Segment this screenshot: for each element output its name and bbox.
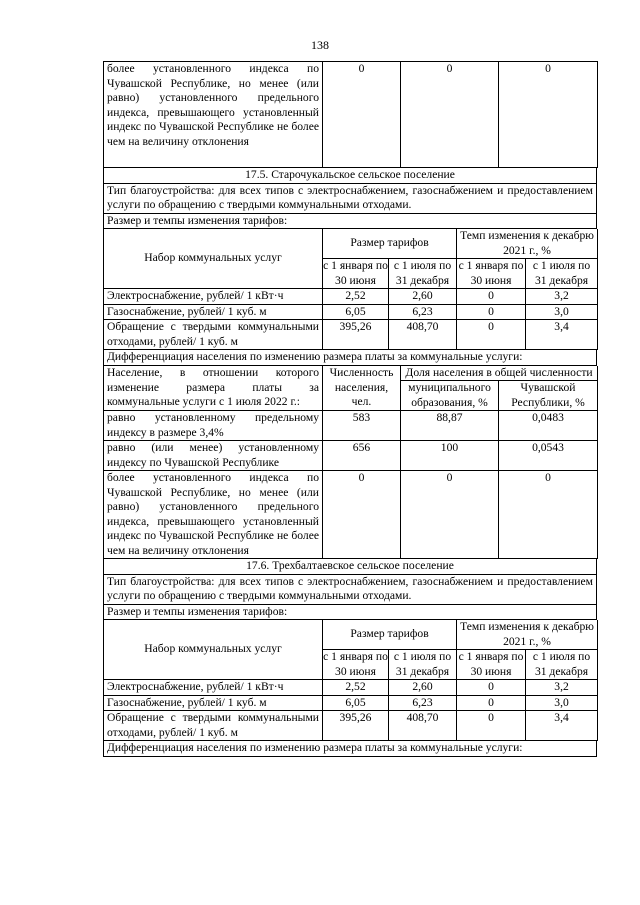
table-cell: 0 [457, 711, 526, 741]
table-cell: 3,2 [526, 680, 598, 696]
table-header: Население, в отношении которого изменение размера платы за коммунальные услуги с 1 июля 2022 г.: [104, 366, 323, 411]
table-header: Темп изменения к декабрю 2021 г., % [457, 620, 598, 650]
differentiation-intro: Дифференциация населения по изменению размера платы за коммунальные услуги: [103, 350, 597, 366]
table-header: муниципального образования, % [401, 381, 499, 411]
table-header: Размер тарифов [323, 620, 457, 650]
table-cell: 656 [323, 441, 401, 471]
tariff-table [103, 229, 598, 350]
table-cell: 88,87 [401, 411, 499, 441]
table-header-row [104, 229, 598, 259]
table-cell: 0 [499, 471, 598, 559]
table-cell: равно установленному предельному индексу в размере 3,4% [104, 411, 323, 441]
table-header: с 1 января по 30 июня [323, 650, 388, 678]
table-cell: 3,4 [526, 711, 598, 741]
table-header: Численность населения, чел. [323, 366, 401, 411]
table-cell: 6,05 [323, 304, 389, 320]
table-cell: 0 [457, 320, 526, 350]
table-row [104, 62, 598, 168]
table-row [104, 411, 598, 441]
table-row [104, 289, 598, 305]
table-cell: 2,52 [323, 680, 389, 696]
table-row [104, 441, 598, 471]
table-cell: 0 [401, 62, 499, 168]
table-cell: 0 [457, 304, 526, 320]
table-header: Набор коммунальных услуг [104, 620, 323, 680]
table-header: с 1 января по 30 июня [457, 259, 526, 289]
table-cell: Газоснабжение, рублей/ 1 куб. м [104, 304, 323, 320]
table-cell: 3,4 [526, 320, 598, 350]
table-row [104, 695, 598, 711]
table-cell: Обращение с твердыми коммунальными отходами, рублей/ 1 куб. м [104, 320, 323, 350]
table-cell: 2,60 [389, 289, 457, 305]
tariff-intro: Размер и темпы изменения тарифов: [103, 605, 597, 621]
table-cell: 3,2 [526, 289, 598, 305]
table-row [104, 471, 598, 559]
improvement-type: Тип благоустройства: для всех типов с электроснабжением, газоснабжением и предоставлением услуги по обращению с твердыми коммунальными отходами. [103, 184, 597, 214]
differentiation-intro: Дифференциация населения по изменению размера платы за коммунальные услуги: [103, 741, 597, 757]
table-header: с 1 января по 30 июня [323, 259, 388, 287]
table-header: с 1 июля по 31 декабря [526, 650, 598, 680]
table-cell: 6,23 [389, 304, 457, 320]
table-cell: Электроснабжение, рублей/ 1 кВт·ч [104, 680, 323, 696]
document-body [103, 61, 597, 757]
table-cell: Обращение с твердыми коммунальными отходами, рублей/ 1 куб. м [104, 711, 323, 741]
table-header-row [104, 366, 598, 381]
table-cell: 0,0543 [499, 441, 598, 471]
table-header-row [104, 620, 598, 650]
table-cell: 0 [499, 62, 598, 168]
table-cell: Газоснабжение, рублей/ 1 куб. м [104, 695, 323, 711]
table-header: с 1 июля по 31 декабря [389, 650, 457, 680]
table-cell: 6,23 [389, 695, 457, 711]
table-cell: 0,0483 [499, 411, 598, 441]
differentiation-table [103, 366, 598, 560]
table-row [104, 680, 598, 696]
table-cell: 0 [457, 289, 526, 305]
table-cell: Электроснабжение, рублей/ 1 кВт·ч [104, 289, 323, 305]
table-cell: 408,70 [389, 320, 457, 350]
table-cell: 6,05 [323, 695, 389, 711]
table-header: Доля населения в общей численности [401, 366, 598, 381]
table-cell: 583 [323, 411, 401, 441]
table-cell: 0 [323, 62, 401, 168]
top-fragment-table [103, 61, 598, 168]
table-row [104, 304, 598, 320]
table-cell: 2,52 [323, 289, 389, 305]
table-cell: более установленного индекса по Чувашской Республике, но менее (или равно) установленного предельного индекса, превышающего установленный индекс по Чувашской Республике не более чем на величину отклонения [104, 471, 323, 559]
section-title: 17.6. Трехбалтаевское сельское поселение [103, 559, 597, 575]
table-row [104, 320, 598, 350]
table-cell: равно (или менее) установленному индексу по Чувашской Республике [104, 441, 323, 471]
table-cell: 100 [401, 441, 499, 471]
table-cell: более установленного индекса по Чувашской Республике, но менее (или равно) установленного предельного индекса, превышающего установленный индекс по Чувашской Республике не более чем на величину отклонения [104, 62, 323, 168]
table-cell: 0 [323, 471, 401, 559]
table-cell: 0 [457, 680, 526, 696]
table-header: с 1 июля по 31 декабря [526, 259, 598, 289]
tariff-table [103, 620, 598, 741]
table-row [104, 711, 598, 741]
table-cell: 0 [401, 471, 499, 559]
table-cell: 3,0 [526, 695, 598, 711]
table-cell: 395,26 [323, 711, 389, 741]
table-cell: 0 [457, 695, 526, 711]
page-number: 138 [311, 38, 329, 52]
table-header: Чувашской Республики, % [499, 381, 598, 411]
table-cell: 395,26 [323, 320, 389, 350]
table-cell: 2,60 [389, 680, 457, 696]
table-header: Набор коммунальных услуг [104, 229, 323, 289]
improvement-type: Тип благоустройства: для всех типов с электроснабжением, газоснабжением и предоставлением услуги по обращению с твердыми коммунальными отходами. [103, 575, 597, 605]
tariff-intro: Размер и темпы изменения тарифов: [103, 214, 597, 230]
table-header: Темп изменения к декабрю 2021 г., % [457, 229, 598, 259]
table-cell: 3,0 [526, 304, 598, 320]
table-header: с 1 июля по 31 декабря [389, 259, 457, 289]
section-title: 17.5. Старочукальское сельское поселение [103, 168, 597, 184]
table-cell: 408,70 [389, 711, 457, 741]
table-header: Размер тарифов [323, 229, 457, 259]
table-header: с 1 января по 30 июня [457, 650, 526, 680]
